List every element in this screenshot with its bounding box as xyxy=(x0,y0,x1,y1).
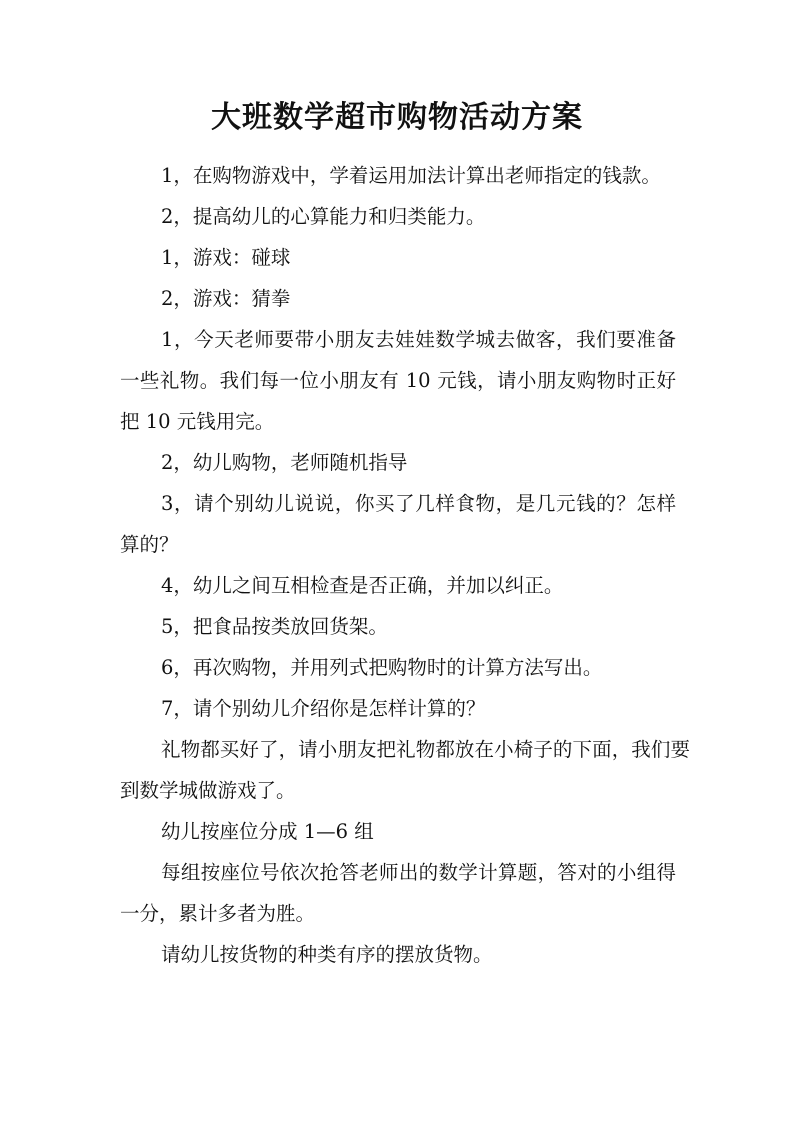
paragraph-warmup-1: 1，游戏：碰球 xyxy=(161,246,291,269)
paragraph-game-intro: 礼物都买好了，请小朋友把礼物都放在小椅子的下面，我们要到数学城做游戏了。 xyxy=(120,738,690,802)
paragraph-step-3: 3，请个别幼儿说说，你买了几样食物，是几元钱的？怎样算的？ xyxy=(120,492,676,556)
paragraph-quiz-rules: 每组按座位号依次抢答老师出的数学计算题，答对的小组得一分，累计多者为胜。 xyxy=(120,861,676,925)
paragraph-step-4: 4，幼儿之间互相检查是否正确，并加以纠正。 xyxy=(161,574,564,597)
paragraph-step-6: 6，再次购物，并用列式把购物时的计算方法写出。 xyxy=(161,656,603,679)
paragraph-warmup-2: 2，游戏：猜拳 xyxy=(161,287,291,310)
paragraph-goal-2: 2，提高幼儿的心算能力和归类能力。 xyxy=(161,205,486,228)
document-title: 大班数学超市购物活动方案 xyxy=(211,100,583,135)
paragraph-step-5: 5，把食品按类放回货架。 xyxy=(161,615,388,638)
paragraph-grouping: 幼儿按座位分成 1—6 组 xyxy=(161,820,374,843)
paragraph-step-1: 1，今天老师要带小朋友去娃娃数学城去做客，我们要准备一些礼物。我们每一位小朋友有 10 元钱，请小朋友购物时正好把 10 元钱用完。 xyxy=(120,328,676,433)
document-body xyxy=(120,155,690,975)
paragraph-step-7: 7，请个别幼儿介绍你是怎样计算的？ xyxy=(161,697,486,720)
paragraph-goal-1: 1，在购物游戏中，学着运用加法计算出老师指定的钱款。 xyxy=(161,164,661,187)
paragraph-step-2: 2，幼儿购物，老师随机指导 xyxy=(161,451,408,474)
paragraph-tidy-up: 请幼儿按货物的种类有序的摆放货物。 xyxy=(161,943,493,966)
